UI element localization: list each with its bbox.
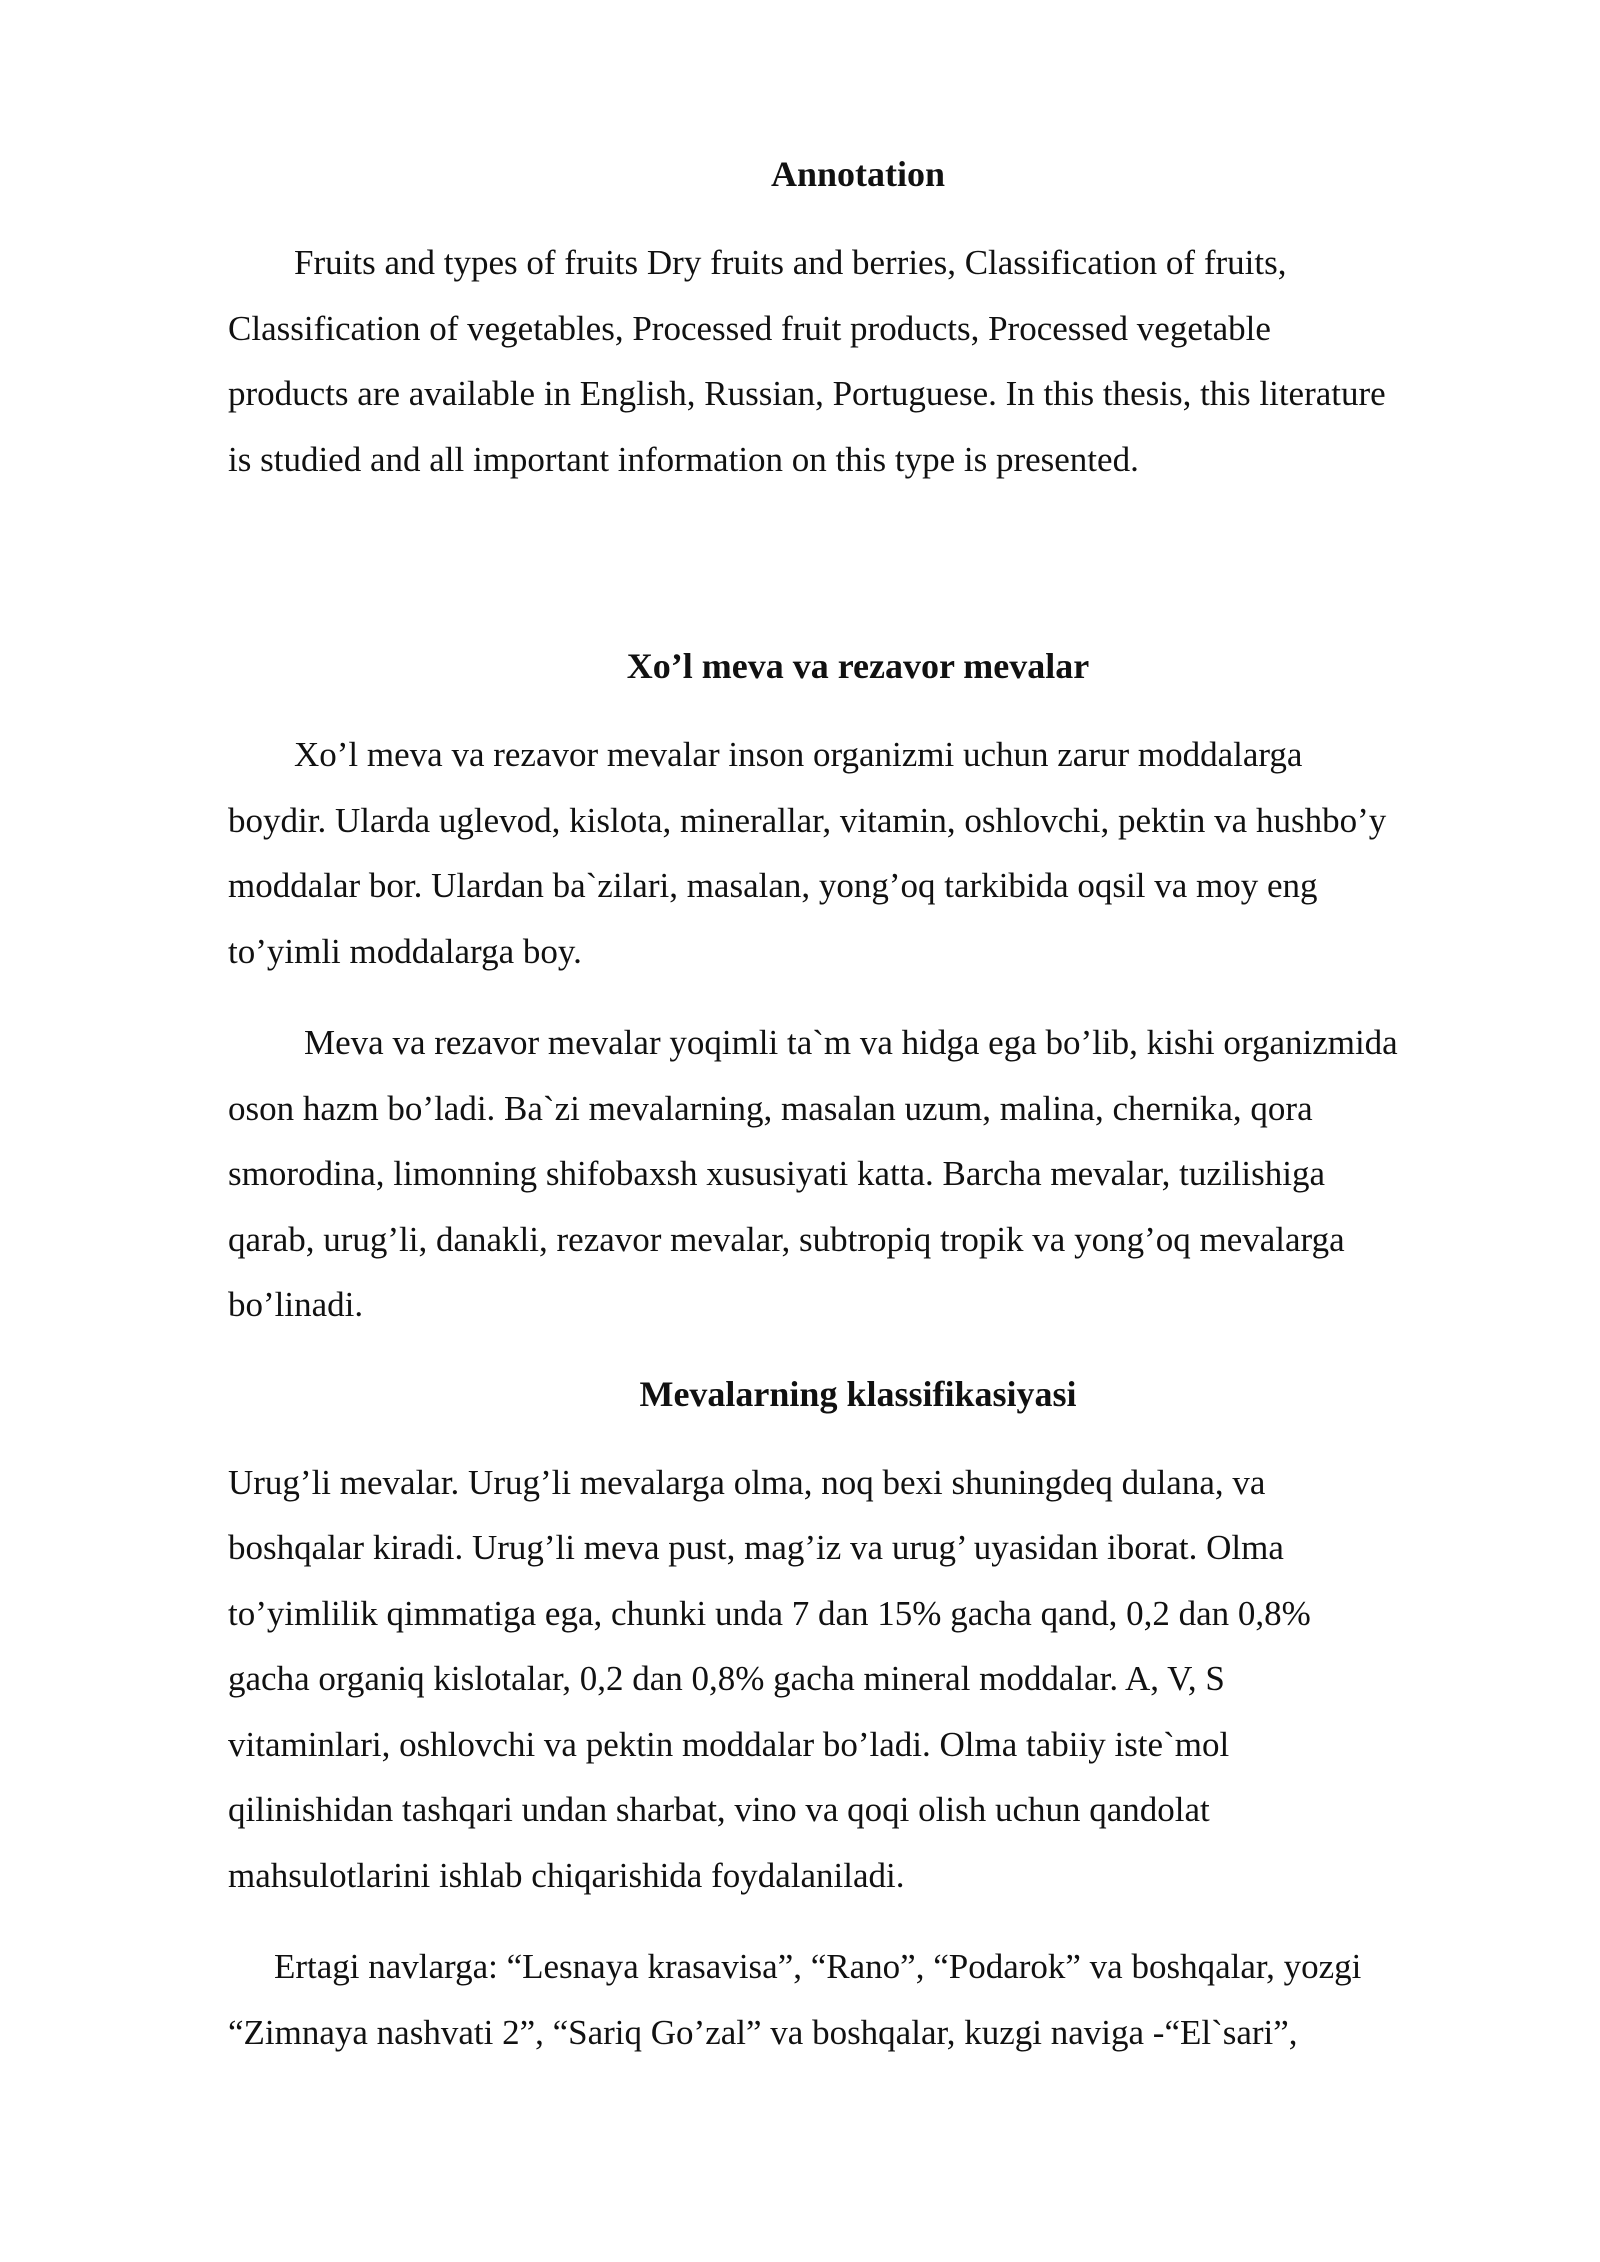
paragraph-annotation xyxy=(228,230,1488,492)
text-line: moddalar bor. Ulardan ba`zilari, masalan, yong’oq tarkibida oqsil va moy eng xyxy=(228,866,1318,905)
text-line: mahsulotlarini ishlab chiqarishida foydalaniladi. xyxy=(228,1855,905,1895)
text-line: Classification of vegetables, Processed fruit products, Processed vegetable xyxy=(228,308,1271,348)
document-page xyxy=(228,140,1488,2065)
text-line: Meva va rezavor mevalar yoqimli ta`m va hidga ega bo’lib, kishi organizmida xyxy=(304,1023,1398,1062)
paragraph-klassifikasiya-1 xyxy=(228,1450,1488,1909)
text-line: qarab, urug’li, danakli, rezavor mevalar, subtropiq tropik va yong’oq mevalarga xyxy=(228,1219,1345,1259)
text-line: bo’linadi. xyxy=(228,1285,364,1324)
text-line: to’yimlilik qimmatiga ega, chunki unda 7 dan 15% gacha qand, 0,2 dan 0,8% xyxy=(228,1593,1311,1633)
paragraph-klassifikasiya-2 xyxy=(228,1934,1488,2065)
heading-annotation: Annotation xyxy=(770,154,946,194)
text-line: oson hazm bo’ladi. Ba`zi mevalarning, masalan uzum, malina, chernika, qora xyxy=(228,1088,1313,1128)
text-line: is studied and all important information on this type is presented. xyxy=(228,439,1139,479)
text-line: products are available in English, Russian, Portuguese. In this thesis, this literature xyxy=(228,374,1386,413)
text-line: gacha organiq kislotalar, 0,2 dan 0,8% gacha mineral moddalar. A, V, S xyxy=(228,1659,1225,1698)
text-line: Fruits and types of fruits Dry fruits and berries, Classification of fruits, xyxy=(294,243,1287,282)
text-line: “Zimnaya nashvati 2”, “Sariq Go’zal” va boshqalar, kuzgi naviga -“El`sari”, xyxy=(228,2012,1298,2052)
text-line: Xo’l meva va rezavor mevalar inson organizmi uchun zarur moddalarga xyxy=(294,735,1303,774)
text-line: Ertagi navlarga: “Lesnaya krasavisa”, “Rano”, “Podarok” va boshqalar, yozgi xyxy=(274,1947,1362,1986)
text-line: to’yimli moddalarga boy. xyxy=(228,931,582,971)
text-line: smorodina, limonning shifobaxsh xususiyati katta. Barcha mevalar, tuzilishiga xyxy=(228,1154,1325,1193)
paragraph-xol-meva-2 xyxy=(228,1010,1488,1338)
heading-xol-meva: Xo’l meva va rezavor mevalar xyxy=(626,646,1090,686)
text-line: boydir. Ularda uglevod, kislota, minerallar, vitamin, oshlovchi, pektin va hushbo’y xyxy=(228,800,1387,840)
text-line: vitaminlari, oshlovchi va pektin moddalar bo’ladi. Olma tabiiy iste`mol xyxy=(228,1724,1230,1764)
text-line: Urug’li mevalar. Urug’li mevalarga olma, noq bexi shuningdeq dulana, va xyxy=(228,1462,1266,1502)
heading-klassifikasiya: Mevalarning klassifikasiyasi xyxy=(639,1373,1077,1414)
text-line: boshqalar kiradi. Urug’li meva pust, mag’iz va urug’ uyasidan iborat. Olma xyxy=(228,1528,1284,1567)
text-line: qilinishidan tashqari undan sharbat, vino va qoqi olish uchun qandolat xyxy=(228,1790,1210,1829)
paragraph-xol-meva-1 xyxy=(228,722,1488,984)
